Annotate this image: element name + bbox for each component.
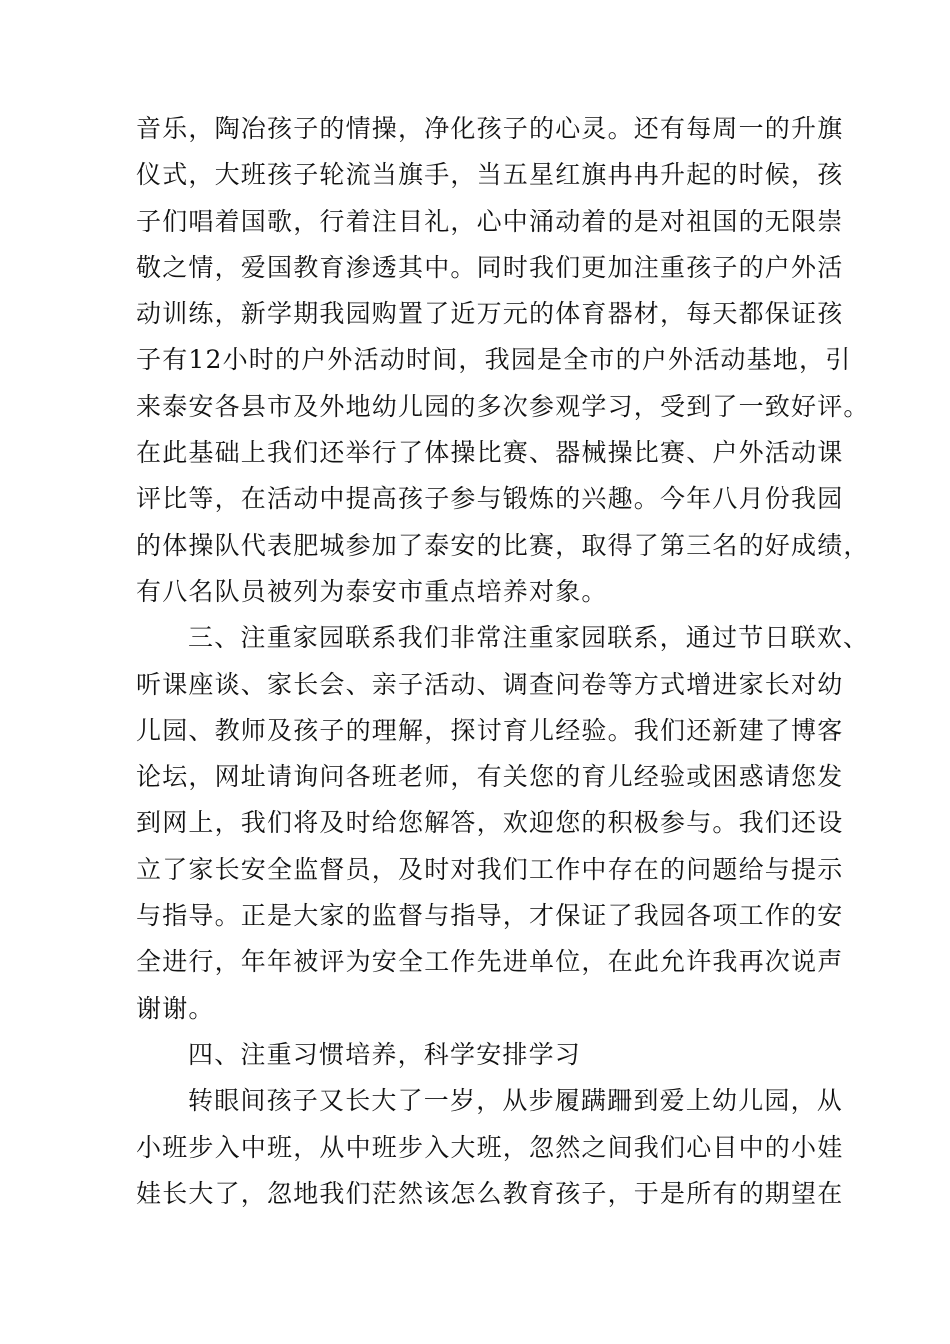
section-four-heading: 四、注重习惯培养，科学安排学习 (188, 1039, 582, 1069)
text-line: 有八名队员被列为泰安市重点培养对象。 (136, 576, 608, 606)
text-line: 敬之情，爱国教育渗透其中。同时我们更加注重孩子的户外活 (136, 252, 844, 282)
text-line: 评比等，在活动中提高孩子参与锻炼的兴趣。今年八月份我园 (136, 484, 844, 514)
text-line: 听课座谈、家长会、亲子活动、调查问卷等方式增进家长对幼 (136, 669, 844, 699)
document-body (136, 106, 876, 1217)
text-line: 的体操队代表肥城参加了泰安的比赛，取得了第三名的好成绩， (136, 530, 870, 560)
section-three-heading-line: 三、注重家园联系我们非常注重家园联系，通过节日联欢、 (188, 623, 870, 653)
text-line: 全进行，年年被评为安全工作先进单位，在此允许我再次说声 (136, 947, 844, 977)
text-line: 立了家长安全监督员，及时对我们工作中存在的问题给与提示 (136, 854, 844, 884)
text-line: 娃长大了，忽地我们茫然该怎么教育孩子，于是所有的期望在 (136, 1178, 844, 1208)
text-line: 来泰安各县市及外地幼儿园的多次参观学习，受到了一致好评。 (136, 391, 870, 421)
text-line: 转眼间孩子又长大了一岁，从步履蹒跚到爱上幼儿园，从 (188, 1086, 844, 1116)
text-line: 小班步入中班，从中班步入大班，忽然之间我们心目中的小娃 (136, 1132, 844, 1162)
text-line: 在此基础上我们还举行了体操比赛、器械操比赛、户外活动课 (136, 438, 844, 468)
text-line: 谢谢。 (136, 993, 215, 1023)
text-line: 到网上，我们将及时给您解答，欢迎您的积极参与。我们还设 (136, 808, 844, 838)
text-line: 仪式，大班孩子轮流当旗手，当五星红旗冉冉升起的时候，孩 (136, 160, 844, 190)
text-line: 动训练，新学期我园购置了近万元的体育器材，每天都保证孩 (136, 299, 844, 329)
text-line: 与指导。正是大家的监督与指导，才保证了我园各项工作的安 (136, 901, 844, 931)
text-line: 子有12小时的户外活动时间，我园是全市的户外活动基地，引 (136, 345, 852, 375)
text-line: 论坛，网址请询问各班老师，有关您的育儿经验或困惑请您发 (136, 762, 844, 792)
text-line: 子们唱着国歌，行着注目礼，心中涌动着的是对祖国的无限崇 (136, 206, 844, 236)
text-line: 音乐，陶冶孩子的情操，净化孩子的心灵。还有每周一的升旗 (136, 114, 844, 143)
text-line: 儿园、教师及孩子的理解，探讨育儿经验。我们还新建了博客 (136, 715, 844, 745)
